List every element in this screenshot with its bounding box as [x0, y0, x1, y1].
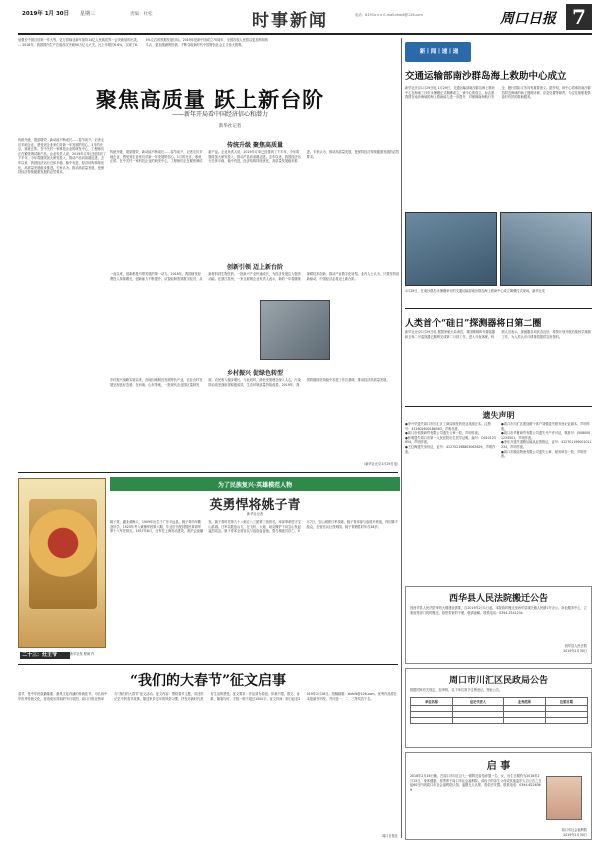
section-body-1: 传统升级、提质增效、新动能不断成长……春节前夕，记者走访多地企业，感受到企业家们对新一年发展的信心。1月的北京，寒意正浓。在中关村一家科技企业的研发中心，工程师们正在紧张调试新产品。企业负责人说，2019年订单已经排到了下半年，今年将继续加大研发投入，推动产品向高端迈进。去年以来，我国经济运行总体平稳、稳中有进，经济结构持续优化，高质量发展稳步推进。专家认为，推动高质量发展，是保持经济持续健康发展的必然要求。	[110, 150, 400, 164]
main-byline: 新华社记者	[218, 124, 242, 129]
astronomy-body: 新华社北京1月29日电 据国家航天局消息，我国嫦娥四号着陆器和玉兔二号巡视器已顺利完成第二月昼工作，进入月夜休眠。科研人员表示，探测器各项状态良好，将按计划开展后续科学探测工作，为人类认识月球背面提供宝贵资料。	[405, 330, 591, 339]
bottom-right-notice-title: 启 事	[486, 761, 511, 772]
notice-item: ●王红梅遗失身份证，证号：412702198805063629，声明作废。	[405, 444, 496, 454]
feature-byline: 新华社记者	[247, 512, 263, 516]
section-title: 时事新闻	[252, 11, 328, 31]
notice-item: ●周口市华夏商贸有限公司遗失开户许可证，核准号：J5080001234501，声明作废。	[501, 431, 591, 440]
feature-headline: 英勇悍将姚子青	[209, 498, 301, 513]
culture-photo-art	[29, 499, 97, 609]
table-row	[411, 717, 588, 723]
civil-affairs-notice	[405, 668, 592, 748]
relocation-title: 西华县人民法院搬迁公告	[448, 594, 548, 604]
civil-affairs-title: 周口市川汇区民政局公告	[448, 676, 548, 686]
astronomy-headline: 人类首个“硅日”探测器将日第二圈	[405, 319, 542, 329]
divider-right-2	[405, 406, 592, 407]
page-number: 7	[572, 5, 586, 29]
news-tag-label: 新丨闻丨速丨递	[419, 49, 459, 55]
bottom-right-notice-signoff: 周口市社会福利院	[561, 828, 587, 832]
culture-photo-frame	[18, 478, 106, 648]
section-body-2: 一直以来，创新都是引领发展的第一动力。2018年，我国研发经费投入持续增长，创新能力不断提升。从智能制造到数字经济，从新材料到生物医药，一批新兴产业快速成长，为经济发展注入强劲动能。在浙江杭州，一家互联网企业负责人表示，新的一年将继续深耕技术创新，推动产业数字化转型。业内人士认为，只要坚持创新驱动，中国经济必将迈上新台阶。	[110, 272, 400, 281]
right-photo-2	[500, 212, 592, 286]
column-separator	[401, 38, 402, 838]
divider-main-bottom	[18, 472, 398, 473]
right-top-body: 新华社北京1月29日电 1月29日，交通运输部南沙群岛海上救助中心在海南三沙市永暑礁正式揭牌成立。该中心的成立，标志着我国在南沙海域的海上救助能力进一步提升，对保障南海航行安全、履行国际义务具有重要意义。据介绍，该中心将承担南沙群岛附近海域的海上搜救协调、应急处置等职责，为过往船舶提供及时有效的救助服务。	[405, 86, 591, 100]
divider-bottom	[18, 664, 398, 665]
header-rule	[18, 33, 592, 35]
paper-name: 周口日报	[500, 11, 556, 27]
notice-item: ●张明遗失周口市第一人民医院出生医学证明，编号：O410123654，声明作废。	[405, 435, 496, 445]
relocation-notice	[405, 586, 592, 664]
main-article-lead: 传统升级、提质增效、新动能不断成长……春节前夕，记者走访多地企业，感受到企业家们对新一年发展的信心。1月的北京，寒意正浓。在中关村一家科技企业的研发中心，工程师们正在紧张调试新产品。企业负责人说，2019年订单已经排到了下半年，今年将继续加大研发投入，推动产品向高端迈进。去年以来，我国经济运行总体平稳、稳中有进，经济结构持续优化，高质量发展稳步推进。专家认为，推动高质量发展，是保持经济持续健康发展的必然要求。	[18, 138, 106, 175]
relocation-date: 2019年1月30日	[563, 648, 587, 653]
section-head-2: 创新引领 迈上新台阶	[226, 264, 284, 271]
culture-photo-caption: 新华社发 程硕 作	[70, 652, 95, 656]
divider-right-1	[405, 308, 592, 309]
issue-date: 2019年 1月 30日	[22, 11, 70, 17]
table-header: 单位名称	[411, 697, 453, 705]
table-header: 业务范围	[503, 697, 545, 705]
notice-item: ●李兴华遗失周口市川汇区工商局颁发的营业执照正本，注册号：411602600186563，声明作废。	[405, 422, 491, 431]
notice-item: ●周口市川汇区建设路个体户刘强遗失税务登记证副本，声明作废。	[501, 422, 590, 431]
page-editor: 责编：杜松	[130, 12, 153, 17]
main-dateline: （新华社北京1月29日电）	[362, 462, 400, 466]
table-row	[411, 697, 588, 705]
issue-weekday: 星期三	[80, 11, 96, 17]
feature-body: 姚子青，湖北黄梅人，1909年出生于广东平远县。姚子青幼年勤奋好学，1925年考入黄埔军校第六期，毕业后分配到国民革命军第十八军任排长。1937年8月，日军在上海发动进攻，淞沪会战爆发。姚子青时任第九十八师五八三团第三营营长，率部奉命驻守宝山县城。日军以数倍兵力，在飞机、大炮、坦克掩护下向宝山发起猛烈攻击。姚子青率全营官兵与敌浴血奋战，誓与城池共存亡。9月7日，宝山城被日军攻破，姚子青率部与敌展开巷战，终因寡不敌众，全营官兵壮烈殉国，姚子青牺牲时年仅28岁。	[110, 520, 398, 534]
relocation-body: 因西华县人民法院审判大楼建设需要，自2019年2月1日起，本院临时搬迁至西华县城关镇人民路1号办公。诉讼服务中心、立案庭等部门同时搬迁。给您带来的不便，敬请谅解。联系电话：0394-2541234	[410, 606, 587, 615]
infant-photo	[546, 776, 582, 820]
feature-kicker: 为了民族复兴·英雄模范人物	[217, 482, 293, 489]
section-head-3: 乡村振兴 促绿色转型	[226, 370, 284, 377]
right-photo-caption: 1月29日，在南沙群岛永暑礁举行的交通运输部南沙群岛海上救助中心成立揭牌仪式现场。新华社发	[405, 289, 545, 293]
right-photo-1	[405, 212, 497, 286]
bottom-right-notice-date: 2019年1月30日	[563, 832, 587, 837]
culture-photo-label: 二十三：灶王爷	[20, 652, 70, 659]
bottom-body: 春节，是中华民族最隆重、最具文化内涵的传统佳节。为弘扬中华优秀传统文化，营造欢乐祥和的节日氛围，周口日报社特举办“我们的大春节”征文活动。征文内容：围绕春节主题，讲述你记忆中的春节故事，描述家乡过年的风俗习惯，抒发对新时代美好生活的感受。征文要求：作品须为原创，体裁不限，散文、诗歌、随笔均可，字数一般不超过1500字。征文时间：即日起至2019年2月28日。投稿邮箱：zkrbfk@126.com。优秀作品将在本报副刊刊发，并评选一、二、三等奖若干名。	[18, 692, 397, 701]
civil-affairs-body: 根据国家有关规定，经审核，以下单位准予注销登记，特此公告。	[410, 688, 503, 692]
right-top-headline: 交通运输部南沙群岛海上救助中心成立	[405, 71, 567, 82]
table-header: 注销日期	[545, 697, 587, 705]
relocation-signoff: 西华县人民法院	[564, 644, 587, 648]
notices-title: 遗失声明	[482, 410, 515, 420]
page-contact: 电话：8193××× E-mail:zkrb6@126.com	[355, 13, 423, 17]
bottom-right-notice	[405, 752, 592, 840]
bottom-headline: “我们的大春节”征文启事	[129, 673, 287, 689]
section-head-1: 传统升级 聚焦高质量	[226, 142, 284, 149]
main-headline: 聚焦高质量 跃上新台阶	[95, 87, 325, 112]
section-body-3: 乡村振兴战略实施以来，各地因地制宜发展特色产业，农业农村发展呈现良好态势。在河南、山东等地，一批现代农业园区蓬勃发展，农民收入稳步增长。与此同时，绿色发展理念深入人心，污染防治攻坚战取得积极成效，生态环境质量持续改善。2019年，我国将继续坚持稳中求进工作总基调，推动经济高质量发展。	[110, 378, 390, 387]
page-number-box	[566, 4, 592, 30]
main-article-photo	[260, 300, 330, 360]
civil-affairs-table	[410, 697, 588, 724]
notice-item: ●李东升遗失道路运输从业资格证，证号：412701199001011234，声明作废。	[501, 440, 592, 449]
bottom-right-notice-body: 2018年2月16日晚，在周口市川汇区七一路附近捡拾弃婴一名，女，出生日期约为2018年2月15日，身体健康。现寄养于周口市社会福利院。请孩子的亲生父母或其他监护人自公告之日起60日内到周口市社会福利院认领。逾期无人认领，将依法安置。联系电话：0394-6226369	[410, 774, 542, 792]
masthead	[0, 0, 600, 34]
top-strip-text: 加强长中国自信第一作大等，亿万将轴业新年加持14亿人民族居界一会决新加的出笑。 … 2018年，我国国内生产总值首次突破90万亿元大关，比上年增长6.6%，实现了6.5%左右的预期发展目标。2019年是新中国成立70周年，全国各族人民将以更加昂扬的斗志、更加饱满的热情，不断夺取新时代中国特色社会主义伟大胜利。	[18, 38, 269, 47]
bottom-signoff: 周口日报社	[382, 834, 398, 838]
table-header: 法定代表人	[453, 697, 504, 705]
main-subtitle: ——新年开局看中国经济信心和潜力	[171, 111, 268, 118]
notice-item: ●周口市恒源商贸有限公司遗失公章一枚，声明作废。	[405, 431, 482, 436]
notices-list	[405, 422, 592, 582]
notice-item: ●周口市顺达物流有限公司遗失公章、财务章各一枚，声明作废。	[501, 449, 587, 459]
